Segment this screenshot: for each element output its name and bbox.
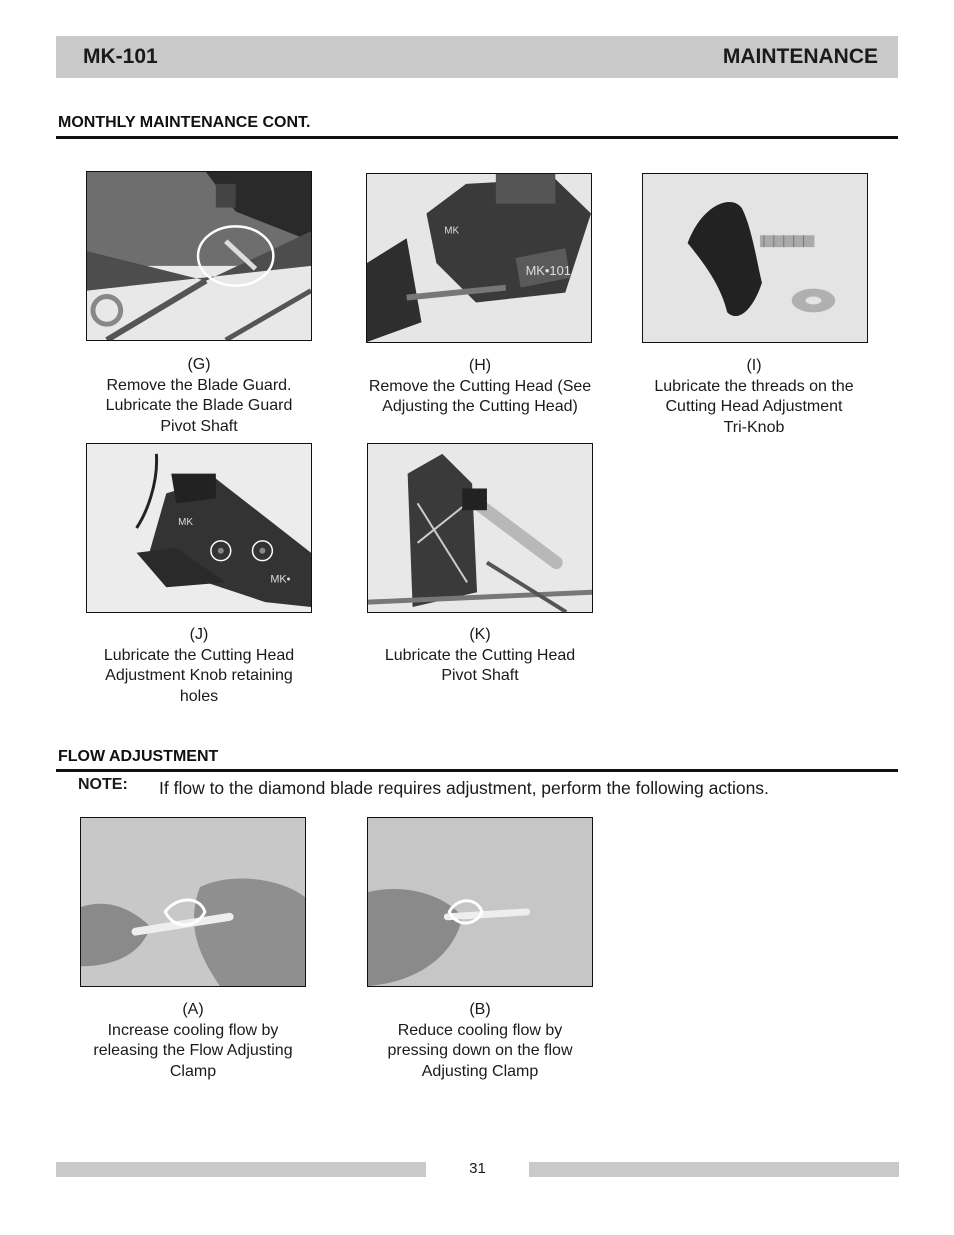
caption-line: releasing the Flow Adjusting bbox=[93, 1042, 293, 1059]
caption-g bbox=[86, 355, 312, 437]
caption-line: Lubricate the Blade Guard bbox=[105, 397, 293, 414]
monthly-maintenance-heading: MONTHLY MAINTENANCE CONT. bbox=[58, 114, 311, 131]
note-text: If flow to the diamond blade requires adjustment, perform the following actions. bbox=[159, 778, 769, 798]
section-divider bbox=[56, 136, 898, 139]
caption-a bbox=[74, 1000, 312, 1082]
photo-blade-guard-pivot bbox=[86, 171, 312, 341]
caption-line: Adjusting the Cutting Head) bbox=[382, 398, 578, 415]
page-number: 31 bbox=[469, 1160, 486, 1177]
caption-line: Lubricate the Cutting Head bbox=[103, 646, 295, 664]
caption-line: Clamp bbox=[169, 1062, 217, 1080]
caption-line: Increase cooling flow by bbox=[107, 1021, 279, 1039]
caption-line: Adjusting Clamp bbox=[421, 1062, 539, 1080]
caption-line: Reduce cooling flow by bbox=[397, 1021, 563, 1039]
caption-i bbox=[636, 356, 872, 438]
caption-j bbox=[86, 625, 312, 707]
figure-label: (I) bbox=[746, 357, 762, 374]
svg-text:MK: MK bbox=[444, 225, 460, 237]
caption-line: Lubricate the Cutting Head bbox=[384, 646, 576, 664]
svg-text:MK: MK bbox=[178, 517, 194, 529]
caption-k bbox=[367, 625, 593, 687]
figure-label: (K) bbox=[469, 626, 491, 643]
caption-line: Pivot Shaft bbox=[160, 417, 238, 435]
photo-release-flow-clamp bbox=[80, 817, 306, 987]
flow-adjustment-heading: FLOW ADJUSTMENT bbox=[58, 748, 219, 765]
figure-label: (H) bbox=[468, 357, 492, 374]
photo-cutting-head-removal bbox=[366, 173, 592, 343]
figure-label: (A) bbox=[182, 1001, 204, 1018]
photo-tri-knob bbox=[642, 173, 868, 343]
caption-b bbox=[361, 1000, 599, 1082]
footer-bar-left bbox=[56, 1162, 426, 1177]
photo-adjustment-knob-holes bbox=[86, 443, 312, 613]
caption-h bbox=[356, 356, 604, 418]
model-name: MK-101 bbox=[83, 45, 158, 68]
note-label: NOTE: bbox=[78, 776, 128, 793]
section-name: MAINTENANCE bbox=[722, 45, 878, 68]
svg-text:MK•101: MK•101 bbox=[525, 262, 571, 278]
caption-line: pressing down on the flow bbox=[387, 1042, 573, 1059]
section-divider bbox=[56, 769, 898, 772]
caption-line: holes bbox=[179, 687, 219, 705]
caption-line: Remove the Cutting Head (See bbox=[368, 377, 592, 395]
photo-pivot-shaft bbox=[367, 443, 593, 613]
figure-label: (B) bbox=[469, 1001, 491, 1018]
caption-line: Remove the Blade Guard. bbox=[106, 376, 292, 394]
figure-label: (J) bbox=[189, 626, 209, 643]
photo-press-flow-clamp bbox=[367, 817, 593, 987]
caption-line: Tri-Knob bbox=[723, 418, 785, 436]
page-header bbox=[56, 36, 898, 78]
caption-line: Pivot Shaft bbox=[441, 667, 519, 684]
figure-label: (G) bbox=[187, 356, 211, 373]
footer-bar-right bbox=[529, 1162, 899, 1177]
svg-text:MK•: MK• bbox=[270, 573, 291, 586]
caption-line: Lubricate the threads on the bbox=[654, 377, 854, 395]
caption-line: Adjustment Knob retaining bbox=[105, 667, 293, 684]
caption-line: Cutting Head Adjustment bbox=[665, 398, 843, 415]
